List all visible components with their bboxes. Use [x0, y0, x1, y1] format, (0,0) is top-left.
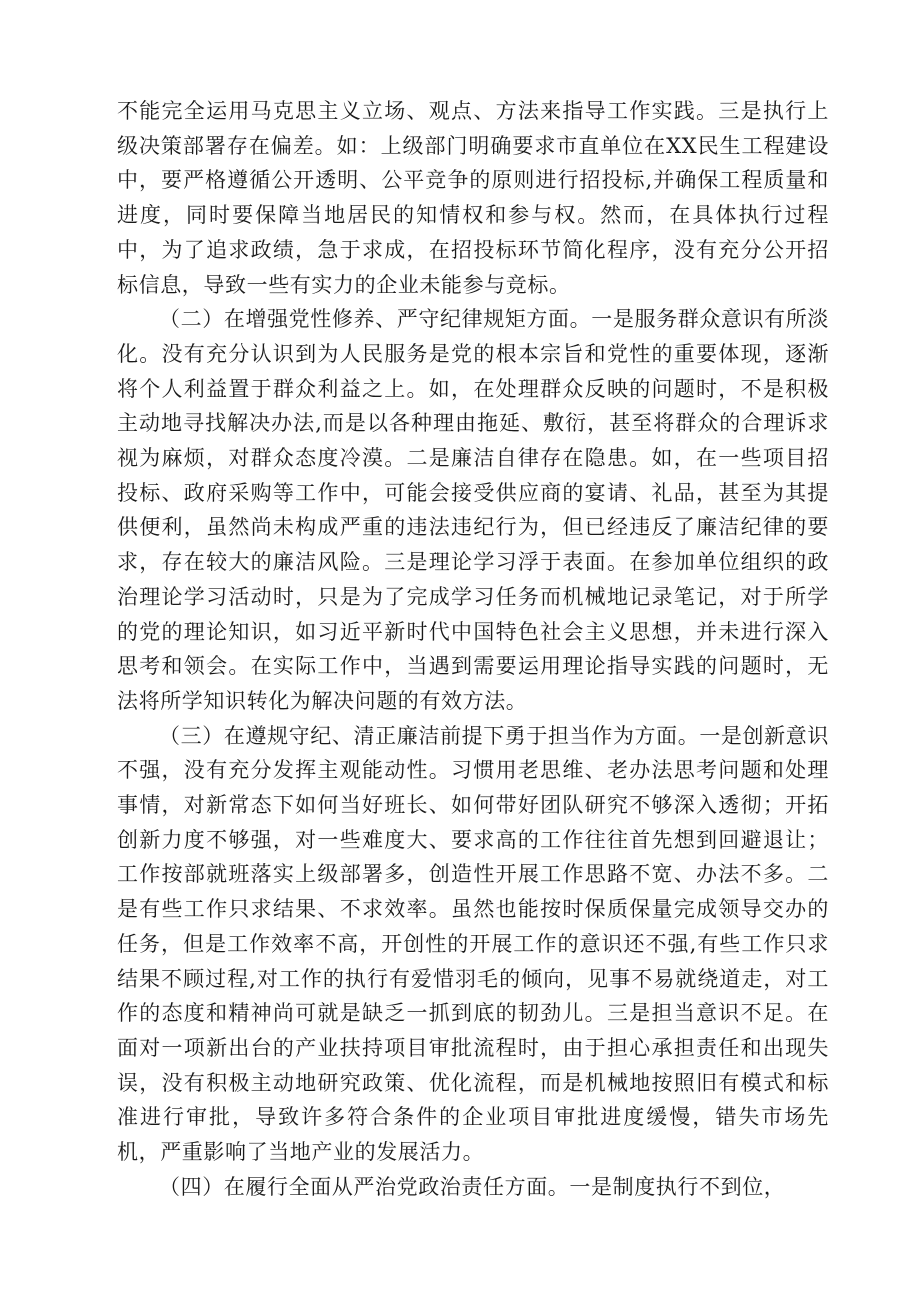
paragraph-section-4: （四）在履行全面从严治党政治责任方面。一是制度执行不到位， [159, 1174, 786, 1199]
paragraph-section-3: （三）在遵规守纪、清正廉洁前提下勇于担当作为方面。一是创新意识不强，没有充分发挥主观能动性。习惯用老思维、老办法思考问题和处理事情，对新常态下如何当好班长、如何带好团队研究不够深入透彻；开拓创新力度不够强，对一些难度大、要求高的工作往往首先想到回避退让；工作按部就班落实上级部署多，创造性开展工作思路不宽、办法不多。二是有些工作只求结果、不求效率。虽然也能按时保质保量完成领导交办的任务，但是工作效率不高，开创性的开展工作的意识还不强,有些工作只求结果不顾过程,对工作的执行有爱惜羽毛的倾向，见事不易就绕道走，对工作的态度和精神尚可就是缺乏一抓到底的韧劲儿。三是担当意识不足。在面对一项新出台的产业扶持项目审批流程时，由于担心承担责任和出现失误，没有积极主动地研究政策、优化流程，而是机械地按照旧有模式和标准进行审批，导致许多符合条件的企业项目审批进度缓慢，错失市场先机，严重影响了当地产业的发展活力。 [117, 723, 829, 1165]
paragraph-continuation: 不能完全运用马克思主义立场、观点、方法来指导工作实践。三是执行上级决策部署存在偏差。如：上级部门明确要求市直单位在XX民生工程建设中，要严格遵循公开透明、公平竞争的原则进行招投标,并确保工程质量和进度，同时要保障当地居民的知情权和参与权。然而，在具体执行过程中，为了追求政绩，急于求成，在招投标环节简化程序，没有充分公开招标信息，导致一些有实力的企业未能参与竞标。 [117, 99, 829, 297]
document-body [117, 94, 829, 1205]
paragraph-section-2: （二）在增强党性修养、严守纪律规矩方面。一是服务群众意识有所淡化。没有充分认识到为人民服务是党的根本宗旨和党性的重要体现，逐渐将个人利益置于群众利益之上。如，在处理群众反映的问题时，不是积极主动地寻找解决办法,而是以各种理由拖延、敷衍，甚至将群众的合理诉求视为麻烦，对群众态度冷漠。二是廉洁自律存在隐患。如，在一些项目招投标、政府采购等工作中，可能会接受供应商的宴请、礼品，甚至为其提供便利，虽然尚未构成严重的违法违纪行为，但已经违反了廉洁纪律的要求，存在较大的廉洁风险。三是理论学习浮于表面。在参加单位组织的政治理论学习活动时，只是为了完成学习任务而机械地记录笔记，对于所学的党的理论知识，如习近平新时代中国特色社会主义思想，并未进行深入思考和领会。在实际工作中，当遇到需要运用理论指导实践的问题时，无法将所学知识转化为解决问题的有效方法。 [117, 307, 829, 713]
